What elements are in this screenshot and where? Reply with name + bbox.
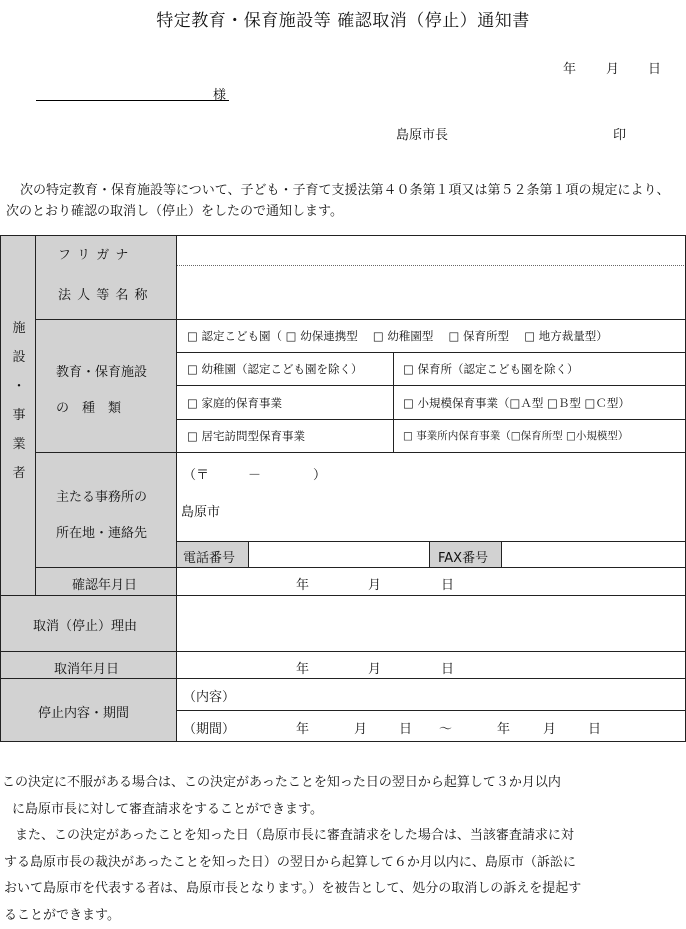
appeal-line-1: この決定に不服がある場合は、この決定があったことを知った日の翌日から起算して３か月以内 <box>2 770 682 797</box>
seal-mark: 印 <box>613 124 626 143</box>
confirm-year-label: 年 <box>296 574 309 593</box>
lawsuit-line-4: ることができます。 <box>2 903 682 929</box>
period-label: （期間） <box>183 718 235 737</box>
side-char-1: 施 <box>9 314 29 343</box>
suspend-label: 停止内容・期間 <box>38 702 129 721</box>
lawsuit-line-1: また、この決定があったことを知った日（島原市長に審査請求をした場合は、当該審査請求に対 <box>2 823 682 850</box>
side-char-6: 者 <box>9 459 29 488</box>
cancel-date-label: 取消年月日 <box>54 658 119 677</box>
cancel-month-label: 月 <box>368 658 381 677</box>
addressee-blank-line[interactable] <box>36 100 229 101</box>
confirm-date-input[interactable] <box>176 567 686 596</box>
period-end-month-label: 月 <box>543 718 556 737</box>
furigana-label: フ リ ガ ナ <box>58 244 129 263</box>
type-row-2-left[interactable] <box>176 352 394 386</box>
office-label-line2: 所在地・連絡先 <box>56 522 147 541</box>
issue-year-label: 年 <box>563 58 576 77</box>
type-label-cell <box>35 319 177 453</box>
type-label-line1: 教育・保育施設 <box>56 361 147 380</box>
addressee-suffix: 様 <box>213 84 226 103</box>
issue-day-label: 日 <box>648 58 661 77</box>
side-char-2: 設 <box>9 343 29 372</box>
type-row-3-left[interactable] <box>176 385 394 420</box>
city-prefix: 島原市 <box>181 501 220 520</box>
cancel-date-input[interactable] <box>176 651 686 679</box>
cancel-day-label: 日 <box>441 658 454 677</box>
period-end-year-label: 年 <box>497 718 510 737</box>
option-shoukibo[interactable]: □ 小規模保育事業（□Ａ型 □Ｂ型 □Ｃ型） <box>403 395 630 411</box>
lawsuit-line-3: おいて島原市を代表する者は、島原市長となります。）を被告として、処分の取消しの訴えを提起す <box>2 876 682 903</box>
corporate-name-input[interactable] <box>176 265 686 320</box>
postal-code-field[interactable]: （〒 － ） <box>183 464 326 483</box>
confirm-day-label: 日 <box>441 574 454 593</box>
suspend-label-cell <box>0 678 177 742</box>
reason-input[interactable] <box>176 595 686 652</box>
issuer-name: 島原市長 <box>396 124 448 143</box>
furigana-input[interactable] <box>176 235 686 266</box>
reason-label: 取消（停止）理由 <box>33 615 137 634</box>
page-title: 特定教育・保育施設等 確認取消（停止）通知書 <box>0 6 686 31</box>
office-label-line1: 主たる事務所の <box>56 486 147 505</box>
suspend-content-input[interactable] <box>176 678 686 711</box>
fax-label-cell <box>429 541 502 568</box>
period-end-day-label: 日 <box>588 718 601 737</box>
side-char-5: 業 <box>9 430 29 459</box>
office-label-cell <box>35 452 177 568</box>
option-kateiteki[interactable]: □ 家庭的保育事業 <box>187 395 282 411</box>
type-row-1[interactable] <box>176 319 686 353</box>
phone-label: 電話番号 <box>183 547 235 566</box>
option-hoikusho[interactable]: □ 保育所（認定こども園を除く） <box>403 361 579 377</box>
lawsuit-line-2: する島原市長の裁決があったことを知った日）の翌日から起算して６か月以内に、島原市（訴訟に <box>2 850 682 877</box>
cancel-date-label-cell <box>0 651 177 679</box>
suspend-period-input[interactable] <box>176 710 686 742</box>
confirm-date-label-cell <box>35 567 177 596</box>
fax-label: FAX番号 <box>438 547 488 566</box>
type-row-4-left[interactable] <box>176 419 394 453</box>
issue-month-label: 月 <box>606 58 619 77</box>
option-nintei-kodomoen[interactable]: □ 認定こども園（ □ 幼保連携型 □ 幼稚園型 □ 保育所型 □ 地方裁量型） <box>187 328 608 344</box>
name-label: 法 人 等 名 称 <box>58 284 149 303</box>
type-row-2-right[interactable] <box>393 352 686 386</box>
phone-input[interactable] <box>248 541 430 568</box>
type-row-3-right[interactable] <box>393 385 686 420</box>
phone-label-cell <box>176 541 249 568</box>
period-start-day-label: 日 <box>399 718 412 737</box>
notice-form-table <box>0 235 686 742</box>
period-tilde: ～ <box>439 718 452 737</box>
option-youchien[interactable]: □ 幼稚園（認定こども園を除く） <box>187 361 363 377</box>
period-start-month-label: 月 <box>354 718 367 737</box>
option-kyotaku[interactable]: □ 居宅訪問型保育事業 <box>187 428 305 444</box>
type-label-line2: の 種 類 <box>56 397 121 416</box>
name-label-cell <box>35 235 177 320</box>
period-start-year-label: 年 <box>296 718 309 737</box>
cancel-year-label: 年 <box>296 658 309 677</box>
facility-side-header <box>0 235 36 596</box>
confirm-month-label: 月 <box>368 574 381 593</box>
appeal-notice <box>2 770 682 929</box>
side-char-4: 事 <box>9 401 29 430</box>
appeal-line-2: に島原市長に対して審査請求をすることができます。 <box>2 797 682 824</box>
office-address-input[interactable] <box>176 452 686 542</box>
side-char-3: ・ <box>9 372 29 401</box>
intro-paragraph: 次の特定教育・保育施設等について、子ども・子育て支援法第４０条第１項又は第５２条第１項の規定により、次のとおり確認の取消し（停止）をしたので通知します。 <box>6 180 678 222</box>
type-row-4-right[interactable] <box>393 419 686 453</box>
confirm-date-label: 確認年月日 <box>72 574 137 593</box>
option-jigyoshonai[interactable]: □ 事業所内保育事業（□保育所型 □小規模型） <box>403 428 628 443</box>
content-label: （内容） <box>183 686 235 705</box>
reason-label-cell <box>0 595 177 652</box>
fax-input[interactable] <box>501 541 686 568</box>
